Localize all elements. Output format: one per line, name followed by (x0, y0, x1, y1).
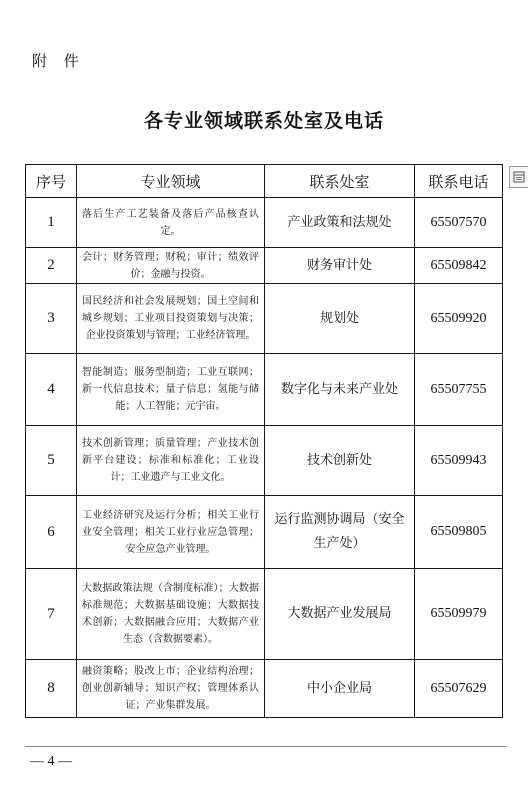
contact-office-cell: 数字化与未来产业处 (265, 354, 415, 426)
professional-field-cell: 融资策略；股改上市；企业结构治理；创业创新辅导；知识产权；管理体系认证；产业集群发展。 (77, 660, 265, 718)
attachment-label: 附 件 (32, 52, 85, 70)
professional-field-cell: 落后生产工艺装备及落后产品核查认定。 (77, 198, 265, 248)
row-number: 4 (26, 354, 77, 426)
contact-office-cell: 中小企业局 (265, 660, 415, 718)
table-row (26, 660, 503, 718)
footer-divider (25, 746, 507, 747)
table-row (26, 569, 503, 660)
contact-phone-cell: 65509920 (415, 284, 503, 354)
table-row (26, 354, 503, 426)
contact-phone-cell: 65509943 (415, 426, 503, 496)
header-serial-number: 序号 (26, 165, 77, 198)
professional-field-cell: 智能制造；服务型制造；工业互联网；新一代信息技术；量子信息；氢能与储能；人工智能；元宇宙。 (77, 354, 265, 426)
professional-field-cell: 大数据政策法规（含制度标准）；大数据标准规范；大数据基础设施；大数据技术创新；大数据融合应用；大数据产业生态（含数据要素）。 (77, 569, 265, 660)
contacts-table (25, 164, 503, 718)
contact-office-cell: 产业政策和法规处 (265, 198, 415, 248)
professional-field-cell: 会计；财务管理；财税；审计；绩效评价；金融与投资。 (77, 248, 265, 284)
contact-phone-cell: 65507570 (415, 198, 503, 248)
table-row (26, 248, 503, 284)
table-row (26, 198, 503, 248)
row-number: 2 (26, 248, 77, 284)
table-header-row (26, 165, 503, 198)
header-professional-field: 专业领域 (77, 165, 265, 198)
contact-office-cell: 大数据产业发展局 (265, 569, 415, 660)
header-contact-phone: 联系电话 (415, 165, 503, 198)
professional-field-cell: 国民经济和社会发展规划；国土空间和城乡规划；工业项目投资策划与决策；企业投资策划与管理；工业经济管理。 (77, 284, 265, 354)
contact-office-cell: 运行监测协调局（安全生产处） (265, 496, 415, 569)
page-number: — 4 — (30, 754, 72, 769)
document-tab-icon[interactable] (513, 171, 525, 183)
row-number: 5 (26, 426, 77, 496)
contact-office-cell: 财务审计处 (265, 248, 415, 284)
contact-phone-cell: 65507755 (415, 354, 503, 426)
contact-phone-cell: 65509979 (415, 569, 503, 660)
contact-office-cell: 规划处 (265, 284, 415, 354)
professional-field-cell: 技术创新管理；质量管理；产业技术创新平台建设；标准和标准化；工业设计；工业遗产与工业文化。 (77, 426, 265, 496)
row-number: 7 (26, 569, 77, 660)
contact-phone-cell: 65509805 (415, 496, 503, 569)
header-contact-office: 联系处室 (265, 165, 415, 198)
table-row (26, 426, 503, 496)
row-number: 1 (26, 198, 77, 248)
contact-phone-cell: 65509842 (415, 248, 503, 284)
contact-phone-cell: 65507629 (415, 660, 503, 718)
document-title: 各专业领域联系处室及电话 (143, 110, 384, 132)
side-panel-tab[interactable] (509, 166, 528, 188)
professional-field-cell: 工业经济研究及运行分析；相关工业行业安全管理；相关工业行业应急管理；安全应急产业管理。 (77, 496, 265, 569)
table-row (26, 284, 503, 354)
contact-office-cell: 技术创新处 (265, 426, 415, 496)
row-number: 6 (26, 496, 77, 569)
table-row (26, 496, 503, 569)
row-number: 3 (26, 284, 77, 354)
row-number: 8 (26, 660, 77, 718)
